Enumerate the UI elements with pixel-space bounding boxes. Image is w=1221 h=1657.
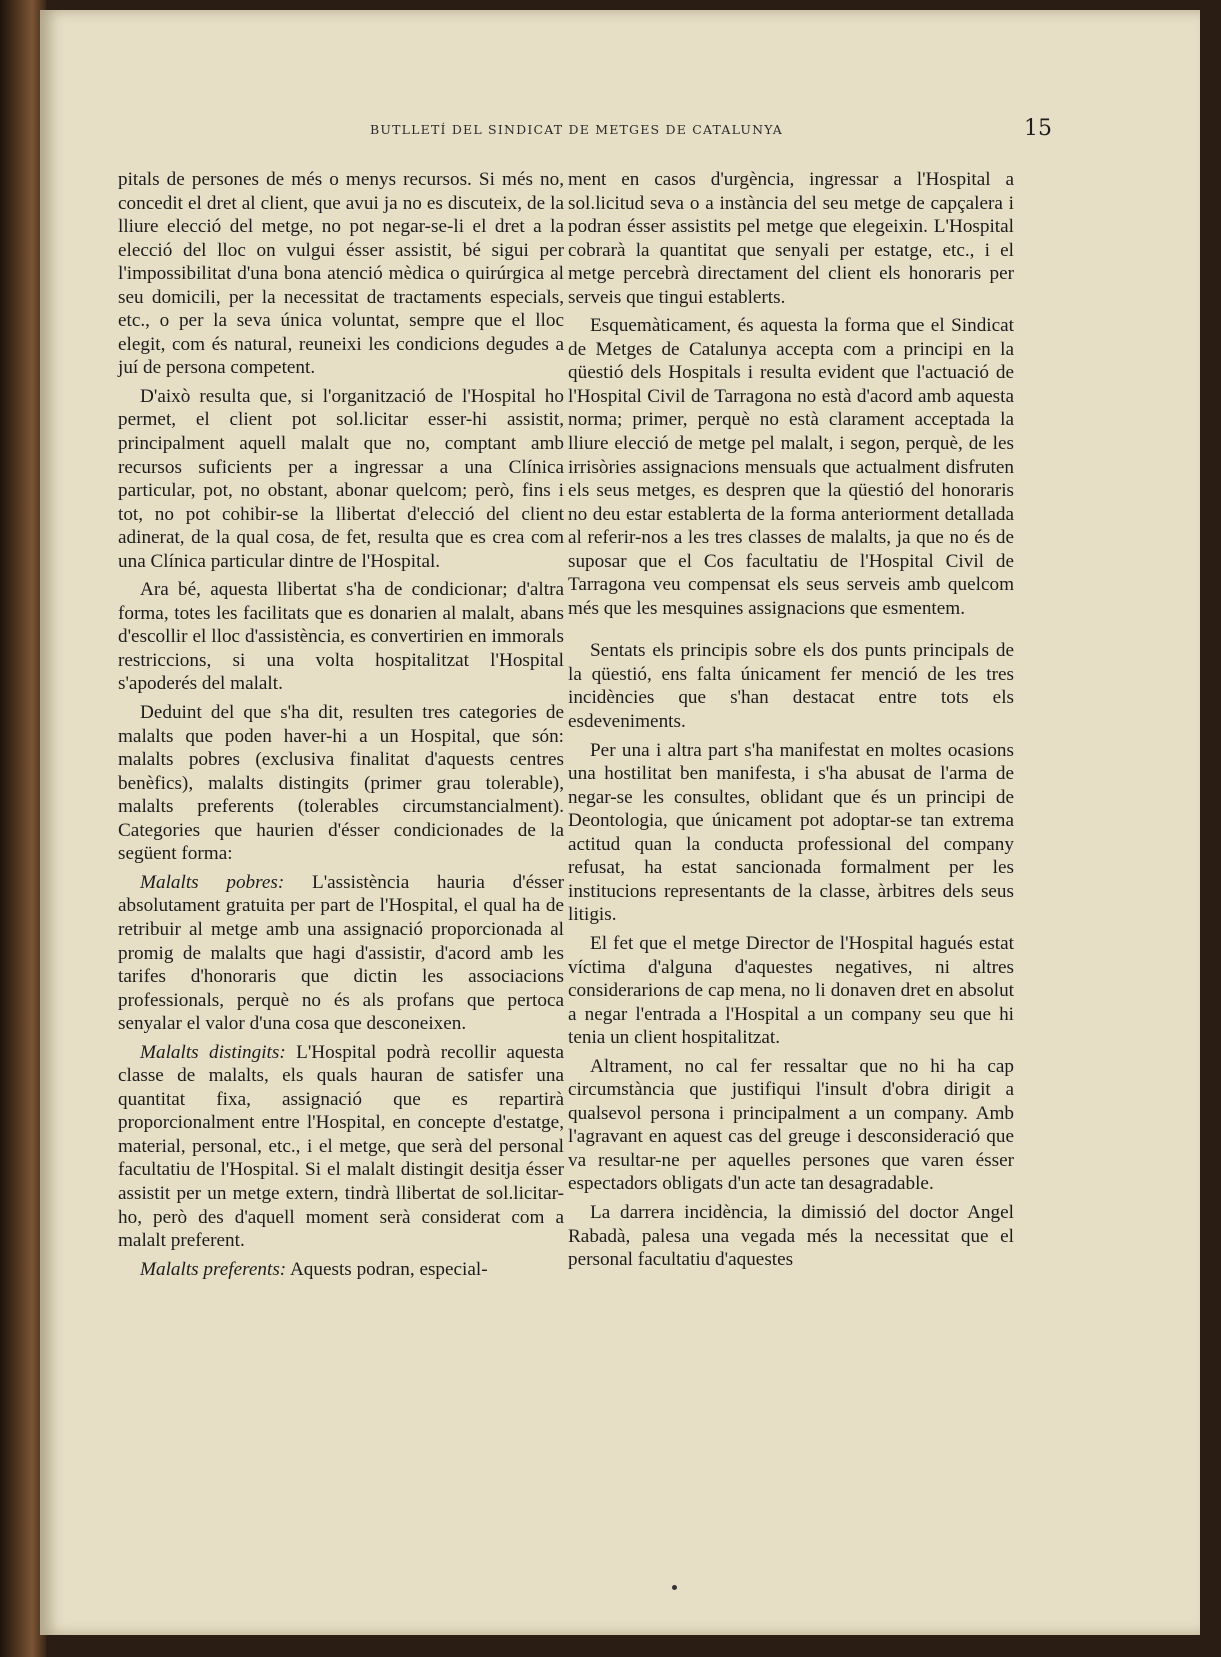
paragraph: Ara bé, aquesta llibertat s'ha de condicionar; d'altra forma, totes les facilitats que es donarien al malalt, abans d'escollir el lloc d'assistència, es convertirien en immorals restriccions, si una volta hospitalitzat l'Hospital s'apoderés del malalt. xyxy=(118,579,564,695)
left-column xyxy=(118,168,564,1286)
ink-dot xyxy=(672,1585,677,1590)
paragraph: Per una i altra part s'ha manifestat en moltes ocasions una hostilitat ben manifesta, i s'ha abusat de l'arma de negar-se les consultes, oblidant que és un principi de Deontologia, que únicament pot adoptar-se tan extrema actitud quan la conducta professional del company refusat, ha estat sancionada formalment per les institucions representants de la classe, àrbitres dels seus litigis. xyxy=(568,739,1014,926)
paragraph: Altrament, no cal fer ressaltar que no hi ha cap circumstància que justifiqui l'insult d'obra dirigit a qualsevol persona i principalment a un company. Amb l'agravant en aquest cas del greuge i desconsideració que va resultar-ne per aquelles persones que varen ésser espectadors obligats d'un acte tan desagradable. xyxy=(568,1055,1014,1195)
category-label: Malalts distingits: xyxy=(140,1041,286,1063)
paragraph: ment en casos d'urgència, ingressar a l'Hospital a sol.licitud seva o a instància del seu metge de capçalera i podran ésser assistits pel metge que elegeixin. L'Hospital cobrarà la quantitat que senyali per estatge, etc., i el metge percebrà directament del client els honoraris per serveis que tingui establerts. xyxy=(568,169,1014,308)
paragraph: La darrera incidència, la dimissió del doctor Angel Rabadà, palesa una vegada més la necessitat que el personal facultatiu d'aquestes xyxy=(568,1201,1014,1271)
right-column xyxy=(568,168,1014,1277)
paragraph: Sentats els principis sobre els dos punts principals de la qüestió, ens falta únicament fer menció de les tres incidències que s'han destacat entre tots els esdeveniments. xyxy=(568,640,1014,733)
category-label: Malalts pobres: xyxy=(140,871,285,893)
running-header xyxy=(40,118,1200,148)
paragraph xyxy=(118,1041,564,1253)
paragraph-text: L'assistència hauria d'ésser absolutament gratuita per part de l'Hospital, el qual ha de retribuir al metge amb una assignació proporcionada al promig de malalts que hagi d'assistir, d'acord amb les tarifes d'honoraris que dictin les associacions professionals, perquè no és als profans que pertoca senyalar el valor d'una cosa que desconeixen. xyxy=(118,871,564,1035)
category-label: Malalts preferents: xyxy=(140,1258,287,1280)
paragraph: D'això resulta que, si l'organització de l'Hospital ho permet, el client pot sol.licitar esser-hi assistit, principalment aquell malalt que no, comptant amb recursos suficients per a ingressar a una Clínica particular, pot, no obstant, abonar quelcom; però, fins i tot, no pot cohibir-se la llibertat d'elecció del client adinerat, de la qual cosa, de fet, resulta que es crea com una Clínica particular dintre de l'Hospital. xyxy=(118,385,564,572)
paragraph xyxy=(118,871,564,1036)
paragraph xyxy=(118,1258,564,1282)
paragraph-text: L'Hospital podrà recollir aquesta classe de malalts, els quals hauran de satisfer una quantitat fixa, assignació que es repartirà proporcionalment entre l'Hospital, en concepte d'estatge, material, personal, etc., i el metge, que serà del personal facultatiu de l'Hospital. Si el malalt distingit desitja ésser assistit per un metge extern, tindrà llibertat de sol.licitar-ho, però des d'aquell moment serà considerat com a malalt preferent. xyxy=(118,1041,564,1252)
paragraph: Esquemàticament, és aquesta la forma que el Sindicat de Metges de Catalunya accepta com a principi en la qüestió dels Hospitals i resulta evident que l'actuació de l'Hospital Civil de Tarragona no està d'acord amb aquesta norma; primer, perquè no està clarament acceptada la lliure elecció de metge pel malalt, i segon, perquè, de les irrisòries assignacions mensuals que actualment disfruten els seus metges, es despren que la qüestió del honoraris no deu estar establerta de la forma anteriorment detallada al referir-nos a les tres classes de malalts, ja que no és de suposar que el Cos facultatiu de l'Hospital Civil de Tarragona veu compensat els seus serveis amb quelcom més que les mesquines assignacions que esmentem. xyxy=(568,315,1014,619)
paragraph: pitals de persones de més o menys recursos. Si més no, concedit el dret al client, que avui ja no es discuteix, de la lliure elecció del metge, no pot negar-se-li el dret a la elecció del lloc on vulgui ésser assistit, bé sigui per l'impossibilitat d'una bona atenció mèdica o quirúrgica al seu domicili, per la necessitat de tractaments especials, etc., o per la seva única voluntat, sempre que el lloc elegit, com és natural, reuneixi les condicions degudes a juí de persona competent. xyxy=(118,169,564,379)
paragraph: El fet que el metge Director de l'Hospital hagués estat víctima d'alguna d'aquestes negatives, ni altres considerarions de cap mena, no li donaven dret en absolut a negar l'entrada a l'Hospital a un company seu que hi tenia un client hospitalitzat. xyxy=(568,932,1014,1049)
running-title: BUTLLETÍ DEL SINDICAT DE METGES DE CATALUNYA xyxy=(370,122,784,137)
paragraph-text: Aquests podran, especial- xyxy=(286,1258,488,1280)
paragraph: Deduint del que s'ha dit, resulten tres categories de malalts que poden haver-hi a un Hospital, que són: malalts pobres (exclusiva finalitat d'aquests centres benèfics), malalts distingits (primer grau tolerable), malalts preferents (tolerables circumstancialment). Categories que haurien d'ésser condicionades de la següent forma: xyxy=(118,702,564,865)
page-number: 15 xyxy=(1024,116,1052,141)
document-page xyxy=(40,10,1200,1635)
